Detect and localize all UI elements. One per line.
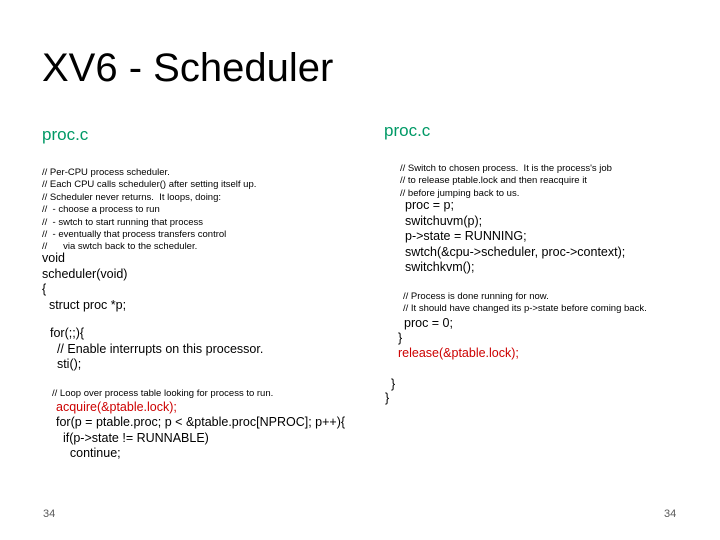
- comment-line: // - swtch to start running that process: [42, 216, 204, 228]
- comment-line: // It should have changed its p->state before coming back.: [403, 303, 647, 315]
- left-comment-block: [42, 167, 256, 254]
- comment-line: // - eventually that process transfers control: [42, 229, 227, 241]
- code-line: for(;;){: [50, 326, 85, 340]
- comment-line: // Per-CPU process scheduler.: [42, 167, 170, 178]
- release-line: release(&ptable.lock);: [398, 346, 519, 360]
- left-code-block-a: [42, 251, 127, 313]
- right-heading: proc.c: [384, 121, 431, 140]
- closing-brace: }: [385, 391, 390, 405]
- code-line: sti();: [50, 357, 82, 371]
- left-code-block-c: [56, 415, 345, 462]
- code-line: switchuvm(p);: [405, 213, 483, 228]
- comment-line: // Process is done running for now.: [403, 291, 549, 302]
- code-line: swtch(&cpu->scheduler, proc->context);: [405, 244, 626, 259]
- code-line: continue;: [56, 446, 121, 460]
- left-page-number: 34: [43, 508, 56, 520]
- closing-brace: }: [398, 331, 403, 345]
- code-line: struct proc *p;: [42, 297, 127, 312]
- code-line: {: [42, 282, 47, 296]
- right-code-block-a: [405, 198, 625, 276]
- proc-zero-line: proc = 0;: [404, 316, 453, 330]
- code-line: scheduler(void): [42, 266, 128, 281]
- loop-comment: // Loop over process table looking for process to run.: [52, 388, 274, 399]
- comment-line: // via swtch back to the scheduler.: [42, 241, 198, 253]
- comment-line: // Switch to chosen process. It is the process's job: [400, 163, 612, 174]
- left-code-block-b: [50, 326, 263, 373]
- comment-line: // Scheduler never returns. It loops, doing:: [42, 191, 222, 203]
- right-comment-mid: [403, 291, 647, 316]
- comment-line: // to release ptable.lock and then reacquire it: [400, 175, 587, 187]
- comment-line: // - choose a process to run: [42, 204, 160, 216]
- code-line: for(p = ptable.proc; p < &ptable.proc[NPROC]; p++){: [56, 415, 346, 429]
- left-heading: proc.c: [42, 125, 89, 144]
- code-line: switchkvm();: [405, 260, 475, 274]
- comment-line: // before jumping back to us.: [400, 187, 520, 199]
- code-line: if(p->state != RUNNABLE): [56, 430, 209, 445]
- code-line: void: [42, 251, 65, 265]
- acquire-line: acquire(&ptable.lock);: [56, 400, 177, 414]
- right-page-number: 34: [664, 508, 677, 520]
- comment-line: // Each CPU calls scheduler() after setting itself up.: [42, 179, 257, 191]
- code-line: p->state = RUNNING;: [405, 229, 527, 243]
- closing-brace: }: [391, 377, 396, 391]
- code-line: proc = p;: [405, 198, 454, 212]
- slide-title: XV6 - Scheduler: [42, 46, 334, 90]
- right-comment-top: [400, 163, 612, 200]
- code-line: // Enable interrupts on this processor.: [50, 341, 264, 356]
